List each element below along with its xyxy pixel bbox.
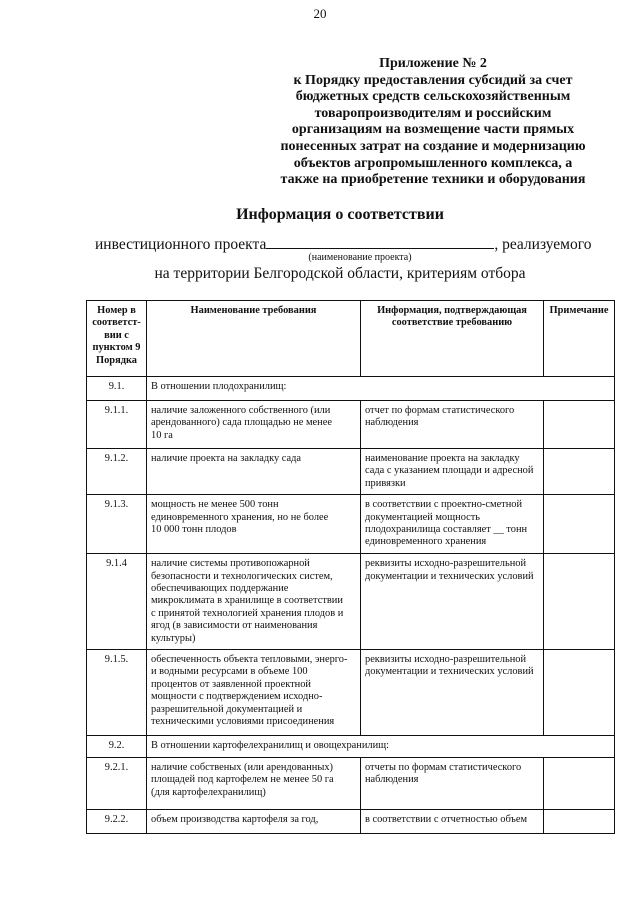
- appendix-line: понесенных затрат на создание и модернизацию: [280, 138, 586, 154]
- project-name-hint: (наименование проекта): [308, 252, 412, 263]
- info-cell: в соответствии с отчетностью объем: [361, 810, 544, 834]
- row-number: 9.2.2.: [87, 810, 147, 834]
- header-number: Номер в соответст- вии с пунктом 9 Порядка: [87, 301, 147, 377]
- note-cell: [544, 401, 615, 449]
- appendix-line: к Порядку предоставления субсидий за счет: [293, 72, 573, 88]
- note-cell: [544, 449, 615, 495]
- appendix-line: бюджетных средств сельскохозяйственным: [295, 89, 571, 105]
- info-cell: отчеты по формам статистического наблюдения: [361, 758, 544, 810]
- project-name-blank: [266, 236, 494, 249]
- appendix-line: товаропроизводителям и российским: [314, 105, 552, 121]
- row-number: 9.1.5.: [87, 650, 147, 736]
- row-number: 9.1.1.: [87, 401, 147, 449]
- table-header-row: [87, 301, 615, 377]
- table-row: [87, 449, 615, 495]
- header-info: Информация, подтверждающая соответствие требованию: [361, 301, 544, 377]
- table-row: [87, 401, 615, 449]
- requirement-cell: наличие системы противопожарной безопасности и технологических систем, обеспечивающих поддержание микроклимата в хранилище в соответствии с принятой технологией хранения плодов и ягод (в зависимости от наименования культуры): [147, 554, 361, 650]
- appendix-line: организациям на возмещение части прямых: [291, 122, 575, 138]
- appendix-line: Приложение № 2: [379, 56, 487, 71]
- appendix-line: объектов агропромышленного комплекса, а: [293, 155, 573, 171]
- appendix-heading: [258, 56, 608, 189]
- subject-suffix: , реализуемого: [494, 236, 592, 253]
- row-number: 9.1.4: [87, 554, 147, 650]
- document-title: Информация о соответствии: [236, 206, 444, 223]
- table-row: [87, 495, 615, 554]
- note-cell: [544, 758, 615, 810]
- info-cell: отчет по формам статистического наблюдения: [361, 401, 544, 449]
- note-cell: [544, 495, 615, 554]
- info-cell: наименование проекта на закладку сада с указанием площади и адресной привязки: [361, 449, 544, 495]
- requirement-cell: наличие собственых (или арендованных) площадей под картофелем не менее 50 га (для картофелехранилищ): [147, 758, 361, 810]
- row-number: 9.1.: [87, 377, 147, 401]
- header-requirement: Наименование требования: [147, 301, 361, 377]
- subject-prefix: инвестиционного проекта: [95, 236, 267, 253]
- info-cell: реквизиты исходно-разрешительной документации и технических условий: [361, 554, 544, 650]
- info-cell: реквизиты исходно-разрешительной документации и технических условий: [361, 650, 544, 736]
- row-number: 9.2.: [87, 736, 147, 758]
- table-row: [87, 810, 615, 834]
- page-number: 20: [313, 6, 327, 21]
- requirement-cell: объем производства картофеля за год,: [147, 810, 361, 834]
- requirement-cell: наличие проекта на закладку сада: [147, 449, 361, 495]
- requirement-cell: обеспеченность объекта тепловыми, энерго- и водными ресурсами в объеме 100 процентов от заявленной проектной мощности с подтверждением исходно- разрешительной документацией и техническими условиями присоединения: [147, 650, 361, 736]
- header-note: Примечание: [544, 301, 615, 377]
- section-row: [87, 736, 615, 758]
- row-number: 9.2.1.: [87, 758, 147, 810]
- requirement-cell: наличие заложенного собственного (или арендованного) сада площадью не менее 10 га: [147, 401, 361, 449]
- requirement-cell: мощность не менее 500 тонн единовременного хранения, но не более 10 000 тонн плодов: [147, 495, 361, 554]
- row-number: 9.1.2.: [87, 449, 147, 495]
- appendix-line: также на приобретение техники и оборудования: [280, 172, 586, 188]
- table-row: [87, 650, 615, 736]
- info-cell: в соответствии с проектно-сметной документацией мощность плодохранилища составляет __ тонн единовременного хранения: [361, 495, 544, 554]
- note-cell: [544, 810, 615, 834]
- section-row: [87, 377, 615, 401]
- requirements-table: [86, 300, 615, 834]
- section-title: В отношении плодохранилищ:: [147, 377, 615, 401]
- note-cell: [544, 650, 615, 736]
- table-row: [87, 758, 615, 810]
- table-row: [87, 554, 615, 650]
- section-title: В отношении картофелехранилищ и овощехранилищ:: [147, 736, 615, 758]
- territory-line: на территории Белгородской области, критериям отбора: [154, 265, 526, 282]
- note-cell: [544, 554, 615, 650]
- row-number: 9.1.3.: [87, 495, 147, 554]
